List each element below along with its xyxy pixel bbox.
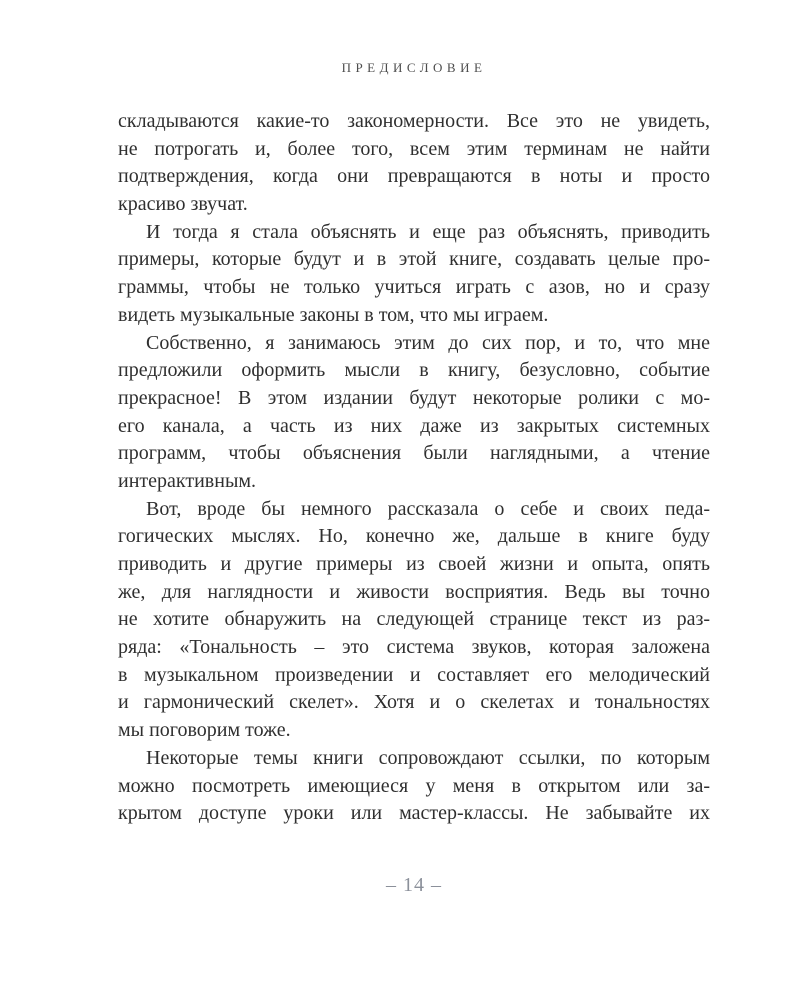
paragraph	[118, 745, 710, 828]
paragraph	[118, 219, 710, 330]
text-line: ряда: «Тональность – это система звуков, которая заложена	[118, 636, 710, 659]
text-line: и гармонический скелет». Хотя и о скелетах и тональностях	[118, 691, 710, 714]
text-line: мы поговорим тоже.	[118, 719, 291, 742]
text-line: Собственно, я занимаюсь этим до сих пор, и то, что мне	[146, 331, 710, 354]
text-line: подтверждения, когда они превращаются в ноты и просто	[118, 165, 710, 188]
paragraph	[118, 496, 710, 745]
text-line: можно посмотреть имеющиеся у меня в открытом или за-	[118, 774, 710, 797]
text-line: складываются какие-то закономерности. Все это не увидеть,	[118, 110, 710, 132]
text-line: программ, чтобы объяснения были наглядными, а чтение	[118, 442, 710, 465]
text-line: прекрасное! В этом издании будут некоторые ролики с мо-	[118, 386, 710, 409]
page-number: – 14 –	[386, 873, 442, 896]
book-page	[0, 60, 800, 1000]
text-line: интерактивным.	[118, 469, 257, 492]
chapter-header: ПРЕДИСЛОВИЕ	[341, 60, 487, 75]
text-line: Некоторые темы книги сопровождают ссылки, по которым	[146, 746, 710, 769]
text-line: И тогда я стала объяснять и еще раз объяснять, приводить	[146, 220, 710, 243]
text-line: приводить и другие примеры из своей жизни и опыта, опять	[118, 553, 710, 575]
paragraph	[118, 330, 710, 496]
text-line: граммы, чтобы не только учиться играть с азов, но и сразу	[118, 276, 710, 299]
text-line: видеть музыкальные законы в том, что мы играем.	[118, 303, 549, 326]
text-line: предложили оформить мысли в книгу, безусловно, событие	[118, 359, 710, 382]
text-line: Вот, вроде бы немного рассказала о себе и своих педа-	[146, 497, 710, 520]
text-line: крытом доступе уроки или мастер-классы. Не забывайте их	[118, 802, 710, 825]
text-line: не потрогать и, более того, всем этим терминам не найти	[118, 137, 710, 160]
text-line: гогических мыслях. Но, конечно же, дальше в книге буду	[118, 525, 710, 548]
paragraph	[118, 108, 710, 219]
text-line: примеры, которые будут и в этой книге, создавать целые про-	[118, 248, 710, 271]
text-line: красиво звучат.	[118, 193, 248, 216]
text-line: не хотите обнаружить на следующей странице текст из раз-	[118, 608, 710, 631]
text-line: его канала, а часть из них даже из закрытых системных	[118, 414, 710, 437]
text-line: в музыкальном произведении и составляет его мелодический	[118, 663, 710, 686]
text-block	[118, 108, 710, 828]
text-line: же, для наглядности и живости восприятия. Ведь вы точно	[118, 580, 710, 603]
